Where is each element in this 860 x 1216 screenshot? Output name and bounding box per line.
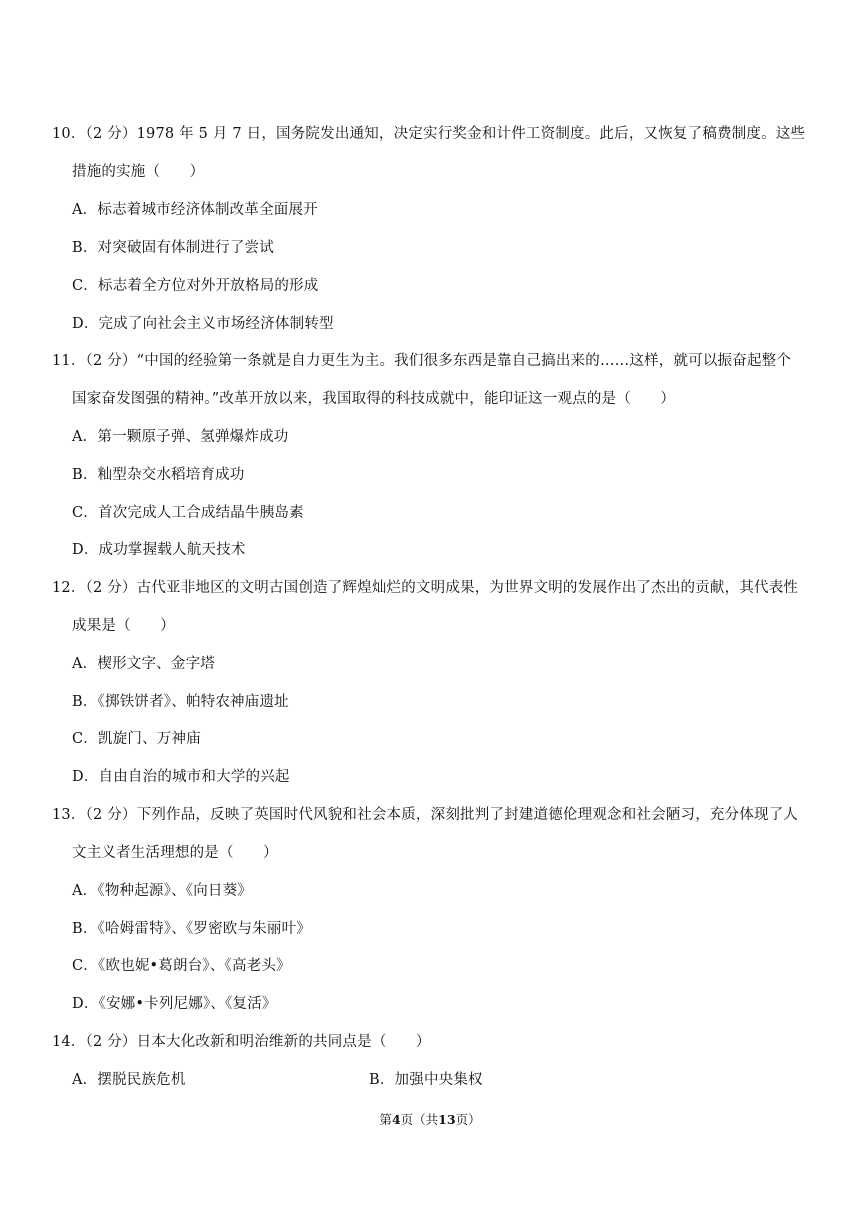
question-13-option-c: C．《欧也妮•葛朗台》、《高老头》: [72, 958, 291, 974]
question-12-option-d: D．自由自治的城市和大学的兴起: [72, 769, 290, 785]
footer-suffix: 页）: [455, 1112, 481, 1127]
question-11-option-c: C．首次完成人工合成结晶牛胰岛素: [72, 505, 304, 521]
question-11-stem-line-1: 11．（2 分）“中国的经验第一条就是自力更生为主。我们很多东西是靠自己搞出来的……这样，就可以振奋起整个: [52, 353, 792, 369]
page-footer: [0, 1111, 860, 1129]
footer-page-number: 4: [391, 1112, 401, 1127]
question-13-option-a: A．《物种起源》、《向日葵》: [72, 883, 253, 899]
footer-prefix: 第: [379, 1112, 392, 1127]
question-10-stem-line-2: 措施的实施（ ）: [72, 164, 205, 180]
question-13-stem-line-1: 13．（2 分）下列作品，反映了英国时代风貌和社会本质，深刻批判了封建道德伦理观念和社会陋习，充分体现了人: [52, 807, 799, 823]
footer-total-pages: 13: [438, 1112, 456, 1127]
question-14-stem-line-1: 14．（2 分）日本大化改新和明治维新的共同点是（ ）: [52, 1034, 431, 1050]
question-11-stem-line-2: 国家奋发图强的精神。”改革开放以来，我国取得的科技成就中，能印证这一观点的是（ ）: [72, 391, 676, 407]
question-12-option-b: B．《掷铁饼者》、帕特农神庙遗址: [72, 694, 289, 710]
question-10-option-c: C．标志着全方位对外开放格局的形成: [72, 278, 319, 294]
question-12-stem-line-2: 成果是（ ）: [72, 618, 175, 634]
question-12-option-a: A．楔形文字、金字塔: [72, 656, 215, 672]
question-14-option-a: A．摆脱民族危机: [72, 1072, 186, 1088]
question-12-option-c: C．凯旋门、万神庙: [72, 731, 201, 747]
question-11-option-b: B．籼型杂交水稻培育成功: [72, 467, 245, 483]
question-10-option-d: D．完成了向社会主义市场经济体制转型: [72, 316, 334, 332]
question-11-option-d: D．成功掌握载人航天技术: [72, 542, 246, 558]
question-11-option-a: A．第一颗原子弹、氢弹爆炸成功: [72, 429, 289, 445]
question-10-stem-line-1: 10．（2 分）1978 年 5 月 7 日，国务院发出通知，决定实行奖金和计件工资制度。此后，又恢复了稿费制度。这些: [52, 126, 806, 142]
question-12-stem-line-1: 12．（2 分）古代亚非地区的文明古国创造了辉煌灿烂的文明成果，为世界文明的发展作出了杰出的贡献，其代表性: [52, 580, 799, 596]
question-13-option-d: D．《安娜•卡列尼娜》、《复活》: [72, 996, 277, 1012]
question-13-option-b: B．《哈姆雷特》、《罗密欧与朱丽叶》: [72, 921, 312, 937]
question-10-option-b: B．对突破固有体制进行了尝试: [72, 240, 274, 256]
question-13-stem-line-2: 文主义者生活理想的是（ ）: [72, 845, 278, 861]
question-14-option-b: B．加强中央集权: [369, 1072, 483, 1088]
footer-middle: 页（共: [400, 1112, 439, 1127]
question-10-option-a: A．标志着城市经济体制改革全面展开: [72, 202, 318, 218]
